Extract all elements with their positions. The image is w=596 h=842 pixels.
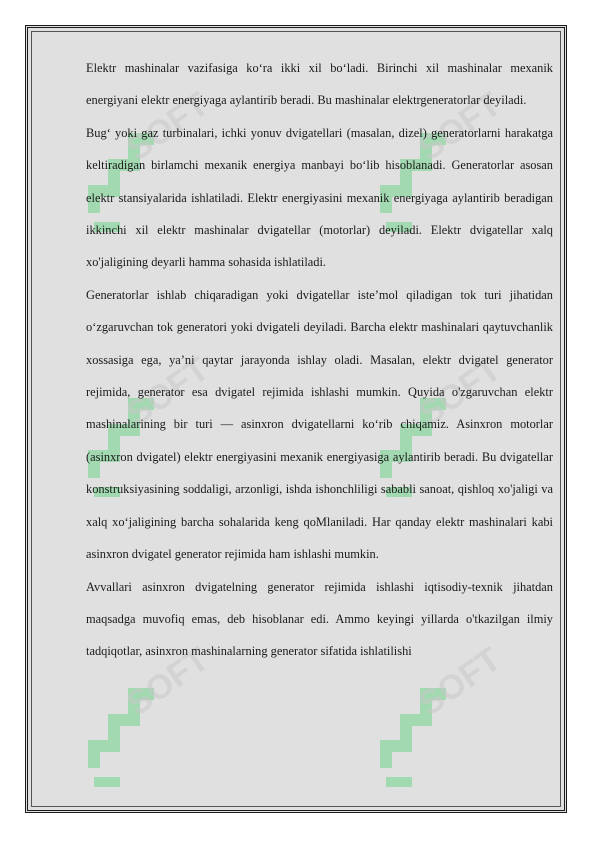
document-body xyxy=(86,52,553,668)
paragraph-1: Elektr mashinalar vazifasiga ko‘ra ikki xil bo‘ladi. Birinchi xil mashinalar mexanik energiyani elektr energiyaga aylantirib beradi. Bu mashinalar elektrgeneratorlar deyiladi. xyxy=(86,61,553,108)
watermark-text: SOFT xyxy=(411,85,508,169)
watermark-text: SOFT xyxy=(119,350,216,434)
watermark-text: SOFT xyxy=(119,85,216,169)
paragraph-3: Generatorlar ishlab chiqaradigan yoki dvigatellar iste’mol qiladigan tok turi jihatidan o‘zgaruvchan tok generatori yoki dvigateli deyiladi. Barcha elektr mashinalari qaytuvchanlik xossasiga ega, ya’ni qaytar jarayonda ishlay oladi. Masalan, elektr dvigatel generator rejimida, generator esa dvigatel rejimida ishlashi mumkin. Quyida o'zgaruvchan elektr mashinalarining bir turi — asinxron dvigatellarni ko‘rib chiqamiz. Asinxron motorlar (asinxron dvigatel) elektr energiyasini mexanik energiyasiga aylantirib beradi. Bu dvigatellar konstruksiyasining soddaligi, arzonligi, ishda ishonchliligi sababli sanoat, qishloq xo'jaligi va xalq xo‘jaligining barcha sohalarida keng qoMlaniladi. Har qanday elektr mashinalari kabi asinxron dvigatel generator rejimida ham ishlashi mumkin. xyxy=(86,287,553,562)
paragraph-4: Avvallari asinxron dvigatelning generator rejimida ishlashi iqtisodiy-texnik jihatdan maqsadga muvofiq emas, deb hisoblanar edi. Ammo keyingi yillarda o'tkazilgan ilmiy tadqiqotlar, asinxron mashinalarning generator sifatida ishlatilishi xyxy=(86,579,553,659)
watermark-text: SOFT xyxy=(411,350,508,434)
watermark-text: SOFT xyxy=(411,640,508,724)
watermark-text: SOFT xyxy=(119,640,216,724)
paragraph-2: Bug‘ yoki gaz turbinalari, ichki yonuv dvigatellari (masalan, dizel) generatorlarni harakatga keltiradigan birlamchi mexanik energiya manbayi bo‘lib hisoblanadi. Generatorlar asosan elektr stansiyalarida ishlatiladi. Elektr energiyasini mexanik energiyaga aylantirib beradigan ikkinchi xil elektr mashinalar dvigatellar (motorlar) deyiladi. Elektr dvigatellar xalq xo'jaligining deyarli hamma sohasida ishlatiladi. xyxy=(86,125,553,270)
